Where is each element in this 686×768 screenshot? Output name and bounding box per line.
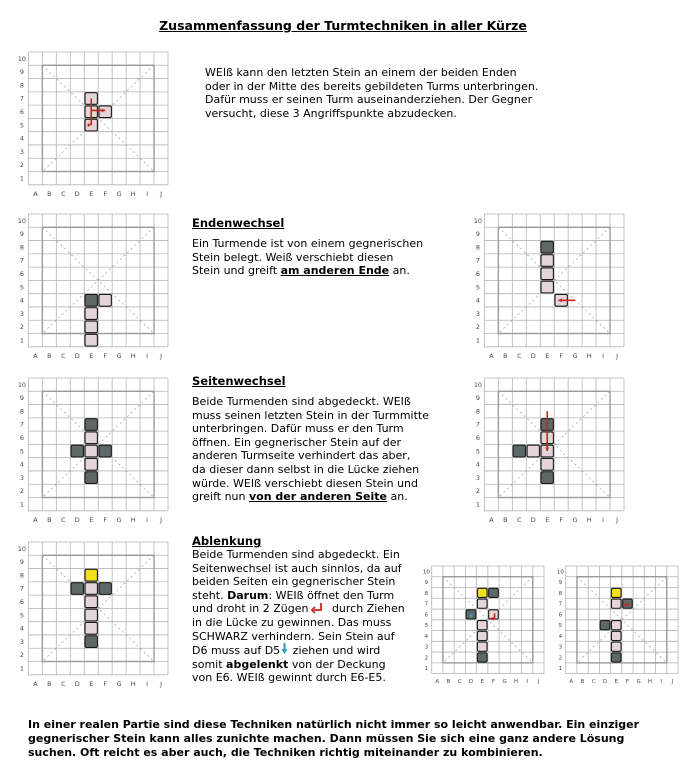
rank-label: 6 [475, 270, 480, 278]
rank-label: 4 [424, 633, 429, 640]
file-label: J [160, 190, 162, 199]
file-label: I [146, 680, 149, 689]
rank-label: 6 [19, 270, 24, 278]
stone [611, 588, 621, 597]
file-label: G [116, 516, 122, 525]
file-label: E [89, 680, 94, 689]
rank-label: 5 [558, 623, 563, 630]
footer-note [28, 718, 639, 759]
stone [477, 642, 487, 651]
file-label: A [33, 516, 38, 525]
rank-label: 9 [558, 580, 563, 587]
rank-label: 9 [475, 394, 480, 403]
rank-label: 2 [475, 323, 480, 332]
rank-label: 3 [19, 309, 24, 318]
rank-label: 6 [475, 434, 480, 442]
rank-label: 1 [19, 664, 24, 673]
stone [489, 588, 499, 597]
rank-label: 10 [473, 216, 482, 225]
rank-label: 1 [424, 666, 429, 673]
ablenkung-line: beiden Seiten ein gegnerischer Stein [192, 575, 396, 589]
rank-label: 9 [19, 68, 24, 77]
rank-label: 4 [475, 460, 480, 469]
rank-label: 10 [473, 380, 482, 389]
seitenwechsel-line: unterbringen. Dafür muss er den Turm [192, 422, 404, 436]
ablenkung-darum: Darum [227, 588, 269, 602]
file-label: B [580, 678, 585, 685]
file-label: E [545, 352, 550, 361]
rank-label: 3 [19, 147, 24, 156]
file-label: I [146, 352, 149, 361]
file-label: J [616, 516, 618, 525]
seitenwechsel-section [192, 374, 429, 504]
board-grid [28, 214, 168, 347]
rank-label: 2 [475, 487, 480, 496]
stone [71, 445, 83, 457]
rank-label: 4 [19, 296, 24, 305]
seitenwechsel-line: greift nun von der anderen Seite an. [192, 490, 408, 504]
endenwechsel-line: Stein belegt. Weiß verschiebt diesen [192, 250, 394, 264]
stone [85, 472, 97, 484]
rank-label: 5 [19, 283, 24, 292]
rank-label: 1 [19, 336, 24, 345]
seitenwechsel-line: muss seinen letzten Stein in der Turmmitte [192, 408, 429, 422]
rank-label: 7 [19, 94, 24, 103]
file-label: H [130, 680, 136, 689]
file-label: G [116, 190, 122, 199]
rank-label: 8 [19, 407, 24, 416]
stone [513, 445, 525, 457]
rank-label: 6 [19, 598, 24, 606]
rank-label: 4 [475, 296, 480, 305]
rank-label: 8 [19, 243, 24, 252]
stone [611, 653, 621, 662]
file-label: D [602, 678, 608, 685]
file-label: A [489, 516, 494, 525]
file-label: H [130, 352, 136, 361]
file-label: B [47, 680, 52, 689]
stone [611, 599, 621, 608]
rank-label: 10 [556, 569, 564, 576]
file-label: C [61, 352, 66, 361]
rank-label: 3 [475, 309, 480, 318]
board-ablenkung-1 [14, 540, 174, 692]
rank-label: 3 [19, 637, 24, 646]
file-label: I [146, 190, 149, 199]
file-label: G [116, 352, 122, 361]
stone [477, 621, 487, 630]
file-label: J [537, 678, 540, 685]
board-grid [28, 52, 168, 185]
file-label: A [33, 352, 38, 361]
seitenwechsel-line: öffnen. Ein gegnerischer Stein auf der [192, 435, 402, 449]
rank-label: 2 [19, 323, 24, 332]
file-label: B [47, 190, 52, 199]
intro-line: WEIß kann den letzten Stein an einem der beiden Enden [205, 66, 517, 79]
rank-label: 10 [17, 544, 26, 553]
file-label: E [89, 352, 94, 361]
rank-label: 7 [424, 601, 429, 608]
file-label: H [130, 516, 136, 525]
stone [85, 334, 97, 346]
seitenwechsel-line: würde. WEIß verschiebt diesen Stein und [192, 476, 418, 490]
stone [541, 255, 553, 267]
file-label: F [103, 516, 108, 525]
footer-line: In einer realen Partie sind diese Techniken natürlich nicht immer so leicht anwendbar. Ein einziger [28, 718, 640, 731]
stone [85, 432, 97, 444]
stone [477, 588, 487, 597]
rank-label: 2 [19, 161, 24, 170]
page-title: Zusammenfassung der Turmtechniken in aller Kürze [159, 18, 527, 33]
ablenkung-section [192, 534, 405, 685]
endenwechsel-line: Stein und greift am anderen Ende an. [192, 264, 410, 278]
file-label: I [602, 352, 605, 361]
ablenkung-line: von E6. WEIß gewinnt durch E6-E5. [192, 671, 386, 685]
rank-label: 3 [19, 473, 24, 482]
seitenwechsel-line: anderen Turmseite verhindert das aber, [192, 449, 411, 463]
ablenkung-line: steht. Darum: WEIß öffnet den Turm [192, 588, 395, 602]
board-grid [28, 378, 168, 511]
board-grid [28, 542, 168, 675]
stone [85, 308, 97, 320]
stone [85, 596, 97, 608]
rank-label: 6 [19, 108, 24, 116]
file-label: E [614, 678, 618, 685]
rank-label: 8 [558, 590, 563, 597]
file-label: H [130, 190, 136, 199]
file-label: F [559, 352, 564, 361]
rank-label: 1 [19, 500, 24, 509]
file-label: I [660, 678, 662, 685]
rank-label: 1 [475, 500, 480, 509]
file-label: J [160, 516, 162, 525]
ablenkung-line: SCHWARZ verhindern. Sein Stein auf [192, 629, 395, 643]
board-grid [566, 566, 678, 674]
stone [99, 106, 111, 118]
rank-label: 3 [475, 473, 480, 482]
rank-label: 5 [475, 447, 480, 456]
rank-label: 6 [19, 434, 24, 442]
file-label: C [61, 680, 66, 689]
rank-label: 5 [19, 121, 24, 130]
rank-label: 5 [19, 447, 24, 456]
rank-label: 9 [19, 394, 24, 403]
board-ablenkung-3 [554, 564, 684, 688]
file-label: B [503, 352, 508, 361]
file-label: D [74, 516, 80, 525]
stone [600, 621, 610, 630]
file-label: G [636, 678, 641, 685]
stone [541, 458, 553, 470]
rank-label: 5 [424, 623, 429, 630]
rank-label: 9 [475, 230, 480, 239]
stone [541, 241, 553, 253]
rank-label: 3 [558, 644, 563, 651]
endenwechsel-heading: Endenwechsel [192, 216, 285, 230]
stone [85, 321, 97, 333]
ablenkung-line: D6 muss auf D5 ziehen und wird [192, 644, 381, 658]
stone [541, 281, 553, 293]
file-label: H [586, 352, 592, 361]
ablenkung-line: Beide Turmenden sind abgedeckt. Ein [192, 548, 400, 561]
stone [477, 631, 487, 640]
board-endenwechsel-1 [14, 212, 174, 364]
rank-label: 6 [558, 612, 563, 619]
intro-text [205, 66, 538, 120]
file-label: C [61, 190, 66, 199]
rank-label: 1 [475, 336, 480, 345]
rank-label: 5 [19, 611, 24, 620]
rank-label: 8 [424, 590, 429, 597]
ablenkung-line: in die Lücke zu gewinnen. Das muss [192, 615, 392, 629]
stone [477, 653, 487, 662]
rank-label: 4 [558, 633, 563, 640]
seitenwechsel-emphasis: von der anderen Seite [249, 490, 387, 504]
file-label: A [33, 190, 38, 199]
board-grid [432, 566, 544, 674]
stone [85, 445, 97, 457]
file-label: B [47, 352, 52, 361]
file-label: C [517, 516, 522, 525]
stone [99, 445, 111, 457]
file-label: D [74, 680, 80, 689]
file-label: C [517, 352, 522, 361]
file-label: E [545, 516, 550, 525]
rank-label: 5 [475, 283, 480, 292]
ablenkung-heading: Ablenkung [192, 534, 262, 548]
rank-label: 2 [558, 655, 563, 662]
rank-label: 10 [17, 380, 26, 389]
rank-label: 10 [422, 569, 430, 576]
ablenkung-emphasis: abgelenkt [226, 657, 289, 671]
file-label: H [586, 516, 592, 525]
intro-line: oder in der Mitte des bereits gebildeten Turms unterbringen. [205, 79, 539, 93]
stone [85, 636, 97, 648]
stone [85, 609, 97, 621]
board-endenwechsel-2 [470, 212, 630, 364]
file-label: G [502, 678, 507, 685]
stone [541, 268, 553, 280]
stone [611, 631, 621, 640]
rank-label: 7 [475, 256, 480, 265]
board-grid [484, 378, 624, 511]
file-label: D [530, 516, 536, 525]
file-label: A [33, 680, 38, 689]
stone [85, 294, 97, 306]
intro-line: versucht, diese 3 Angriffspunkte abzudecken. [205, 106, 457, 120]
red-hook-arrow-icon [310, 602, 326, 614]
stone [527, 445, 539, 457]
board-intro [14, 50, 174, 202]
file-label: A [435, 678, 440, 685]
rank-label: 8 [19, 571, 24, 580]
rank-label: 2 [424, 655, 429, 662]
file-label: F [625, 678, 630, 685]
endenwechsel-emphasis: am anderen Ende [280, 264, 390, 278]
rank-label: 4 [19, 134, 24, 143]
rank-label: 8 [475, 243, 480, 252]
file-label: A [569, 678, 574, 685]
file-label: C [61, 516, 66, 525]
endenwechsel-line: Ein Turmende ist von einem gegnerischen [192, 237, 424, 250]
rank-label: 3 [424, 644, 429, 651]
file-label: E [89, 516, 94, 525]
file-label: G [572, 516, 578, 525]
file-label: G [116, 680, 122, 689]
file-label: B [446, 678, 451, 685]
file-label: D [468, 678, 474, 685]
rank-label: 7 [558, 601, 563, 608]
file-label: F [491, 678, 496, 685]
rank-label: 9 [19, 230, 24, 239]
file-label: C [457, 678, 462, 685]
file-label: D [530, 352, 536, 361]
rank-label: 1 [558, 666, 563, 673]
file-label: E [480, 678, 484, 685]
stone [85, 458, 97, 470]
intro-line: Dafür muss er seinen Turm auseinanderziehen. Der Gegner [205, 93, 533, 107]
rank-label: 7 [19, 584, 24, 593]
endenwechsel-section [192, 216, 423, 278]
board-grid [484, 214, 624, 347]
ablenkung-line: und droht in 2 Zügen durch Ziehen [192, 602, 405, 616]
file-label: H [647, 678, 652, 685]
file-label: F [103, 680, 108, 689]
file-label: H [513, 678, 518, 685]
footer-line: gegnerischer Stein kann alles zunichte machen. Dann müssen Sie sich eine ganz andere Lösung [28, 731, 625, 745]
file-label: D [74, 352, 80, 361]
stone [85, 569, 97, 581]
board-ablenkung-2 [420, 564, 550, 688]
file-label: B [503, 516, 508, 525]
stone [85, 622, 97, 634]
stone [611, 621, 621, 630]
file-label: C [591, 678, 596, 685]
stone [85, 419, 97, 431]
file-label: F [103, 352, 108, 361]
stone [99, 294, 111, 306]
rank-label: 8 [475, 407, 480, 416]
seitenwechsel-line: Beide Turmenden sind abgedeckt. WEIß [192, 395, 411, 408]
footer-line: suchen. Oft reicht es aber auch, die Techniken richtig miteinander zu kombinieren. [28, 745, 543, 759]
rank-label: 8 [19, 81, 24, 90]
rank-label: 10 [17, 216, 26, 225]
rank-label: 7 [475, 420, 480, 429]
stone [85, 583, 97, 595]
file-label: J [671, 678, 674, 685]
board-seitenwechsel-2 [470, 376, 630, 528]
file-label: G [572, 352, 578, 361]
stone [611, 642, 621, 651]
rank-label: 7 [19, 256, 24, 265]
stone [477, 599, 487, 608]
file-label: B [47, 516, 52, 525]
rank-label: 4 [19, 624, 24, 633]
file-label: I [602, 516, 605, 525]
rank-label: 7 [19, 420, 24, 429]
stone [99, 583, 111, 595]
file-label: J [616, 352, 618, 361]
rank-label: 1 [19, 174, 24, 183]
file-label: J [160, 680, 162, 689]
stone [541, 472, 553, 484]
blue-down-arrow-icon [281, 643, 288, 655]
file-label: F [559, 516, 564, 525]
rank-label: 10 [17, 54, 26, 63]
ablenkung-line: somit abgelenkt von der Deckung [192, 657, 386, 671]
file-label: J [160, 352, 162, 361]
rank-label: 9 [19, 558, 24, 567]
file-label: D [74, 190, 80, 199]
file-label: E [89, 190, 94, 199]
rank-label: 2 [19, 651, 24, 660]
file-label: A [489, 352, 494, 361]
file-label: F [103, 190, 108, 199]
ablenkung-line: Seitenwechsel ist auch sinnlos, da auf [192, 561, 402, 575]
file-label: I [526, 678, 528, 685]
rank-label: 4 [19, 460, 24, 469]
rank-label: 2 [19, 487, 24, 496]
board-seitenwechsel-1 [14, 376, 174, 528]
seitenwechsel-line: da dieser dann selbst in die Lücke ziehen [192, 462, 420, 476]
stone [71, 583, 83, 595]
file-label: I [146, 516, 149, 525]
seitenwechsel-heading: Seitenwechsel [192, 374, 286, 388]
rank-label: 6 [424, 612, 429, 619]
rank-label: 9 [424, 580, 429, 587]
